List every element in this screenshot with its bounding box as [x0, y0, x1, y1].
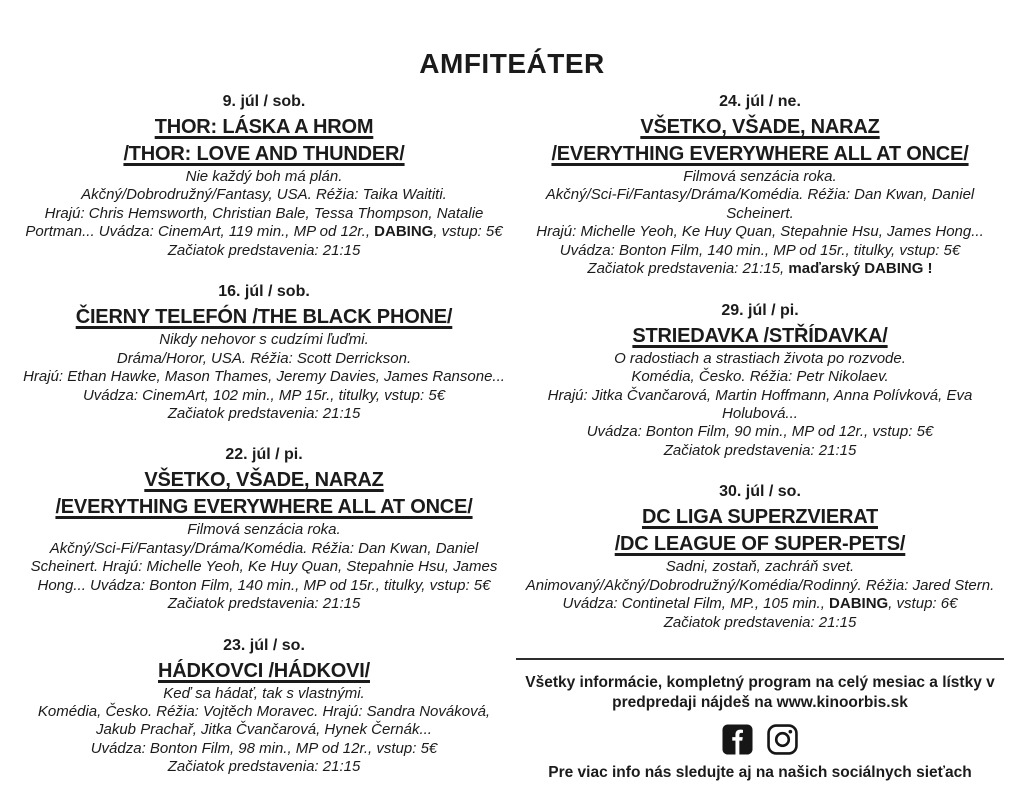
film-listing: [20, 282, 508, 423]
page-title: AMFITEÁTER: [419, 48, 605, 79]
right-column: [512, 92, 1008, 799]
film-title: DC LIGA SUPERZVIERAT: [641, 506, 878, 529]
film-genre-line: Akčný/Dobrodružný/Fantasy, USA. Réžia: Taika Waititi.: [81, 186, 447, 204]
film-title: VŠETKO, VŠADE, NARAZ: [144, 469, 384, 492]
film-title: STRIEDAVKA /STŘÍDAVKA/: [632, 324, 888, 347]
film-tagline: Keď sa hádať, tak s vlastnými.: [163, 684, 365, 702]
film-date: 23. júl / so.: [223, 636, 305, 654]
film-tagline: Nikdy nehovor s cudzími ľuďmi.: [159, 331, 369, 349]
footer-follow-text: Pre viac info nás sledujte aj na našich sociálnych sieťach: [548, 763, 972, 781]
film-listing: [20, 445, 508, 613]
film-tagline: O radostiach a strastiach života po rozvode.: [614, 349, 906, 367]
program-columns: [0, 92, 1024, 799]
instagram-icon: [767, 724, 798, 755]
film-date: 24. júl / ne.: [719, 93, 801, 110]
film-info-paragraph: Akčný/Sci-Fi/Fantasy/Dráma/Komédia. Réžia: Dan Kwan, Daniel Scheinert. Hrajú: Michelle Yeoh, Ke Huy Quan, Stepahnie Hsu, James Hong... Uvádza: Bonton Film, 140 min., MP od 15r., titulky, vstup: 5€: [30, 539, 498, 594]
film-tagline: Nie každý boh má plán.: [185, 168, 343, 185]
film-start-line: Začiatok predstavenia: 21:15: [663, 613, 857, 631]
dubbing-highlight: DABING: [374, 223, 434, 241]
film-tagline: Sadni, zostaň, zachráň svet.: [665, 558, 855, 576]
facebook-icon: [722, 724, 753, 755]
film-cast-line: Hrajú: Michelle Yeoh, Ke Huy Quan, Stepahnie Hsu, James Hong...: [536, 223, 984, 241]
film-date: 9. júl / sob.: [222, 93, 306, 110]
film-listing: [20, 92, 508, 260]
film-listing: [516, 482, 1004, 632]
film-listing: [516, 301, 1004, 461]
film-cast-line: Hrajú: Jitka Čvančarová, Martin Hoffmann, Anna Polívková, Eva Holubová...: [547, 386, 973, 422]
film-date: 30. júl / so.: [719, 483, 801, 501]
film-start-line: Začiatok predstavenia: 21:15: [663, 441, 857, 459]
film-start-line: Začiatok predstavenia: 21:15: [167, 758, 361, 776]
film-title-original: /THOR: LOVE AND THUNDER/: [123, 143, 405, 165]
film-start-line: Začiatok predstavenia: 21:15: [167, 241, 361, 259]
social-icons: [516, 724, 1004, 755]
film-genre-line: Komédia, Česko. Réžia: Petr Nikolaev.: [631, 368, 889, 386]
film-genre-line: Akčný/Sci-Fi/Fantasy/Dráma/Komédia. Réžia: Dan Kwan, Daniel Scheinert.: [545, 186, 975, 222]
film-start-line: Začiatok predstavenia: 21:15: [167, 404, 361, 422]
film-title: THOR: LÁSKA A HROM: [154, 116, 374, 138]
film-title: HÁDKOVCI /HÁDKOVI/: [158, 659, 370, 682]
film-title-original: /EVERYTHING EVERYWHERE ALL AT ONCE/: [551, 143, 969, 165]
film-distributor-line: Uvádza: Continetal Film, MP., 105 min., DABING, vstup: 6€: [562, 595, 958, 613]
film-listing: [516, 92, 1004, 279]
dubbing-highlight: maďarský DABING !: [788, 260, 933, 278]
film-genre-line: Animovaný/Akčný/Dobrodružný/Komédia/Rodinný. Réžia: Jared Stern.: [525, 576, 995, 594]
film-tagline: Filmová senzácia roka.: [187, 521, 341, 539]
film-title-original: /EVERYTHING EVERYWHERE ALL AT ONCE/: [55, 496, 473, 519]
film-date: 22. júl / pi.: [225, 446, 303, 464]
footer-info-text: Všetky informácie, kompletný program na celý mesiac a lístky v predpredaji nájdeš na www.kinoorbis.sk: [525, 674, 995, 712]
left-column: [16, 92, 512, 799]
film-start-line: Začiatok predstavenia: 21:15, maďarský DABING !: [587, 260, 933, 278]
film-title: ČIERNY TELEFÓN /THE BLACK PHONE/: [75, 306, 453, 329]
footer: [516, 658, 1004, 783]
film-tagline: Filmová senzácia roka.: [683, 168, 837, 185]
film-distributor-line: Uvádza: Bonton Film, 98 min., MP od 12r., vstup: 5€: [90, 739, 438, 757]
film-genre-line: Dráma/Horor, USA. Réžia: Scott Derrickson.: [116, 349, 412, 367]
film-distributor-line: Uvádza: CinemArt, 102 min., MP 15r., titulky, vstup: 5€: [82, 386, 446, 404]
film-date: 16. júl / sob.: [218, 283, 310, 301]
film-distributor-line: Uvádza: Bonton Film, 140 min., MP od 15r., titulky, vstup: 5€: [559, 241, 961, 259]
film-start-line: Začiatok predstavenia: 21:15: [167, 595, 361, 613]
film-listing: [20, 636, 508, 777]
dubbing-highlight: DABING: [829, 595, 889, 613]
film-cast-line: Hrajú: Chris Hemsworth, Christian Bale, Tessa Thompson, Natalie Portman... Uvádza: CinemArt, 119 min., MP od 12r., DABING, vstup: 5€: [25, 204, 503, 241]
film-title: VŠETKO, VŠADE, NARAZ: [640, 116, 880, 138]
film-cast-line: Hrajú: Ethan Hawke, Mason Thames, Jeremy Davies, James Ransone...: [23, 368, 505, 386]
film-date: 29. júl / pi.: [721, 301, 799, 319]
film-distributor-line: Uvádza: Bonton Film, 90 min., MP od 12r., vstup: 5€: [586, 423, 934, 441]
film-title-original: /DC LEAGUE OF SUPER-PETS/: [614, 533, 906, 556]
film-cast-line: Komédia, Česko. Réžia: Vojtěch Moravec. Hrajú: Sandra Nováková, Jakub Prachař, Jitka Čvančarová, Hynek Černák...: [37, 703, 491, 739]
